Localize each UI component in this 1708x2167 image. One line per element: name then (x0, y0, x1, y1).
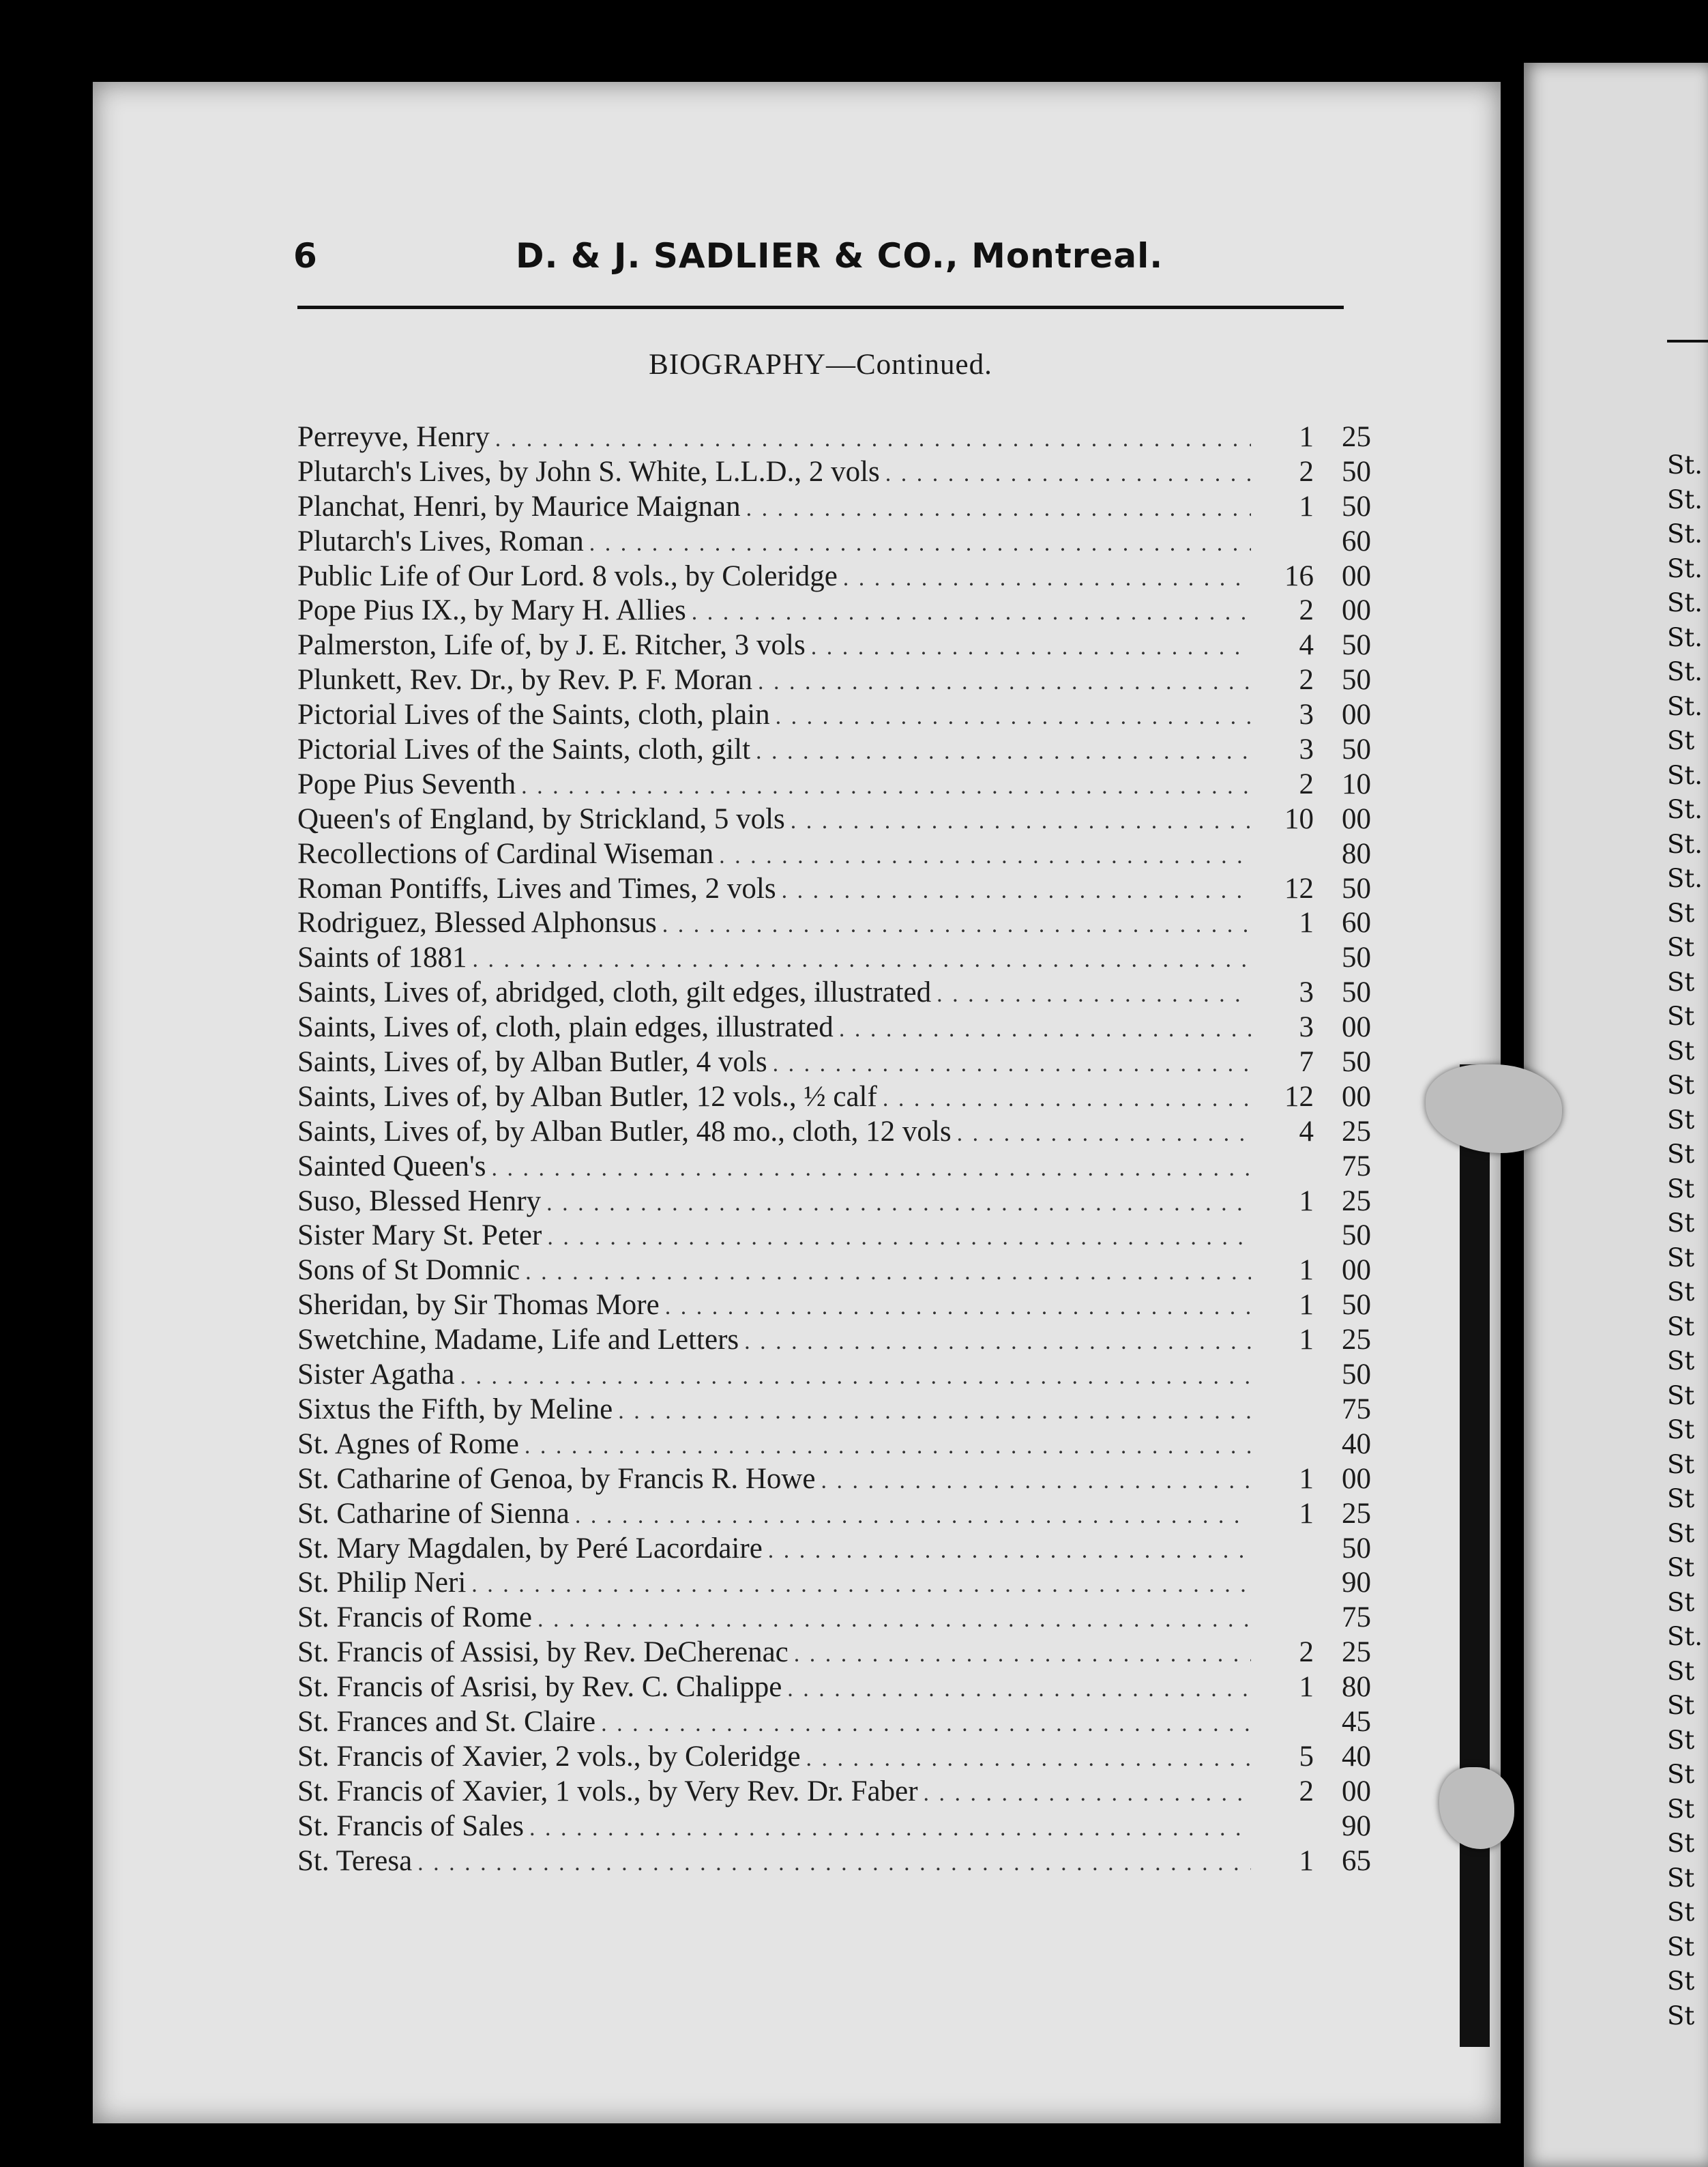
list-item (297, 1705, 1375, 1740)
list-item (297, 1219, 1375, 1253)
adjacent-page-fragment: St (1667, 1897, 1695, 1927)
price-dollars: 1 (1299, 1254, 1314, 1287)
adjacent-page-fragment: St (1667, 2001, 1695, 2031)
price-dollars: 10 (1284, 802, 1314, 835)
leader-dots (883, 1086, 1251, 1112)
price-cents: 00 (1342, 699, 1371, 731)
list-item (297, 490, 1375, 525)
adjacent-page-fragment: St. (1667, 795, 1703, 824)
price-cents: 50 (1342, 1219, 1371, 1252)
entry-title: Perreyve, Henry (297, 421, 490, 453)
entry-title: Queen's of England, by Strickland, 5 vols (297, 802, 785, 835)
price-cents: 50 (1342, 733, 1371, 766)
entry-title: St. Philip Neri (297, 1567, 467, 1599)
price-cents: 60 (1342, 525, 1371, 557)
list-item (297, 1150, 1375, 1184)
price-dollars: 2 (1299, 1636, 1314, 1669)
entry-title: Pope Pius IX., by Mary H. Allies (297, 594, 686, 627)
leader-dots (589, 531, 1251, 557)
entry-title: Plutarch's Lives, Roman (297, 525, 584, 557)
list-item (297, 1253, 1375, 1288)
adjacent-page-fragment: St (1667, 1966, 1695, 1996)
adjacent-page-fragment: St (1667, 1691, 1695, 1720)
entry-title: Pictorial Lives of the Saints, cloth, gilt (297, 733, 751, 766)
binding-spine (1460, 1064, 1490, 2047)
adjacent-page-fragment: St. (1667, 553, 1703, 583)
entry-title: Pope Pius Seventh (297, 768, 516, 800)
list-item (297, 1462, 1375, 1497)
page-header (293, 236, 1344, 280)
price-list (297, 420, 1375, 1878)
list-item (297, 1010, 1375, 1045)
list-item (297, 559, 1375, 594)
adjacent-page-fragment: St. (1667, 588, 1703, 617)
leader-dots (525, 1260, 1251, 1285)
list-item (297, 1740, 1375, 1775)
entry-title: Sainted Queen's (297, 1150, 486, 1182)
leader-dots (662, 912, 1251, 938)
list-item (297, 1775, 1375, 1809)
price-dollars: 1 (1299, 1324, 1314, 1356)
header-rule (297, 306, 1344, 309)
price-dollars: 2 (1299, 594, 1314, 627)
entry-title: St. Teresa (297, 1844, 413, 1877)
adjacent-page-fragment: St (1667, 1105, 1695, 1135)
adjacent-page-fragment: St (1667, 1829, 1695, 1858)
list-item (297, 1358, 1375, 1393)
entry-title: Plunkett, Rev. Dr., by Rev. P. F. Moran (297, 664, 753, 697)
price-cents: 40 (1342, 1427, 1371, 1460)
leader-dots (885, 461, 1251, 487)
list-item (297, 802, 1375, 837)
list-item (297, 976, 1375, 1010)
price-cents: 45 (1342, 1705, 1371, 1738)
entry-title: St. Francis of Asrisi, by Rev. C. Chalippe (297, 1671, 782, 1704)
leader-dots (538, 1607, 1251, 1633)
leader-dots (782, 878, 1251, 904)
entry-title: Pictorial Lives of the Saints, cloth, plain (297, 699, 770, 731)
price-dollars: 1 (1299, 907, 1314, 940)
price-cents: 50 (1342, 664, 1371, 697)
price-cents: 25 (1342, 1115, 1371, 1148)
price-cents: 50 (1342, 629, 1371, 662)
price-cents: 75 (1342, 1601, 1371, 1634)
price-dollars: 1 (1299, 1289, 1314, 1322)
leader-dots (521, 774, 1251, 800)
price-dollars: 12 (1284, 1080, 1314, 1113)
adjacent-page-fragment: St (1667, 1932, 1695, 1962)
leader-dots (618, 1399, 1251, 1425)
price-cents: 25 (1342, 1497, 1371, 1530)
entry-title: Sister Mary St. Peter (297, 1219, 542, 1252)
entry-title: St. Catharine of Sienna (297, 1497, 570, 1530)
list-item (297, 420, 1375, 455)
list-item (297, 1184, 1375, 1219)
price-cents: 25 (1342, 1184, 1371, 1217)
adjacent-page-rule (1667, 340, 1708, 343)
leader-dots (756, 739, 1251, 765)
price-cents: 75 (1342, 1150, 1371, 1182)
price-dollars: 1 (1299, 1844, 1314, 1877)
adjacent-page-fragment: St. (1667, 760, 1703, 790)
list-item (297, 1393, 1375, 1427)
price-dollars: 5 (1299, 1740, 1314, 1773)
adjacent-page-fragment: St. (1667, 484, 1703, 514)
leader-dots (575, 1503, 1251, 1529)
entry-title: Sixtus the Fifth, by Meline (297, 1393, 613, 1425)
list-item (297, 768, 1375, 802)
entry-title: Sheridan, by Sir Thomas More (297, 1289, 660, 1322)
leader-dots (547, 1225, 1251, 1251)
price-cents: 25 (1342, 421, 1371, 453)
price-cents: 00 (1342, 1080, 1371, 1113)
price-cents: 90 (1342, 1567, 1371, 1599)
entry-title: St. Francis of Sales (297, 1809, 525, 1842)
leader-dots (471, 1572, 1251, 1598)
price-cents: 10 (1342, 768, 1371, 800)
list-item (297, 1809, 1375, 1844)
price-dollars: 1 (1299, 1671, 1314, 1704)
entry-title: Sons of St Domnic (297, 1254, 520, 1287)
adjacent-page-fragment: St (1667, 1449, 1695, 1479)
price-cents: 50 (1342, 490, 1371, 523)
entry-title: Palmerston, Life of, by J. E. Ritcher, 3 vols (297, 629, 806, 662)
price-cents: 00 (1342, 1775, 1371, 1807)
price-dollars: 2 (1299, 1775, 1314, 1807)
price-cents: 00 (1342, 1462, 1371, 1495)
adjacent-page-fragment: St (1667, 1311, 1695, 1341)
page-number: 6 (293, 236, 317, 276)
leader-dots (787, 1676, 1251, 1702)
price-cents: 50 (1342, 1358, 1371, 1391)
price-dollars: 3 (1299, 976, 1314, 1009)
leader-dots (773, 1051, 1251, 1077)
adjacent-page-fragment: St (1667, 1346, 1695, 1376)
adjacent-page-fragment: St (1667, 933, 1695, 962)
entry-title: Suso, Blessed Henry (297, 1184, 542, 1217)
price-dollars: 3 (1299, 699, 1314, 731)
price-dollars: 2 (1299, 768, 1314, 800)
adjacent-page-fragment: St. (1667, 829, 1703, 859)
price-cents: 00 (1342, 1254, 1371, 1287)
price-cents: 90 (1342, 1809, 1371, 1842)
entry-title: Public Life of Our Lord. 8 vols., by Coleridge (297, 559, 838, 592)
list-item (297, 1670, 1375, 1705)
list-item (297, 733, 1375, 768)
adjacent-page-fragment: St (1667, 1242, 1695, 1272)
price-dollars: 4 (1299, 1115, 1314, 1148)
entry-title: St. Francis of Xavier, 1 vols., by Very Rev. Dr. Faber (297, 1775, 918, 1807)
list-item (297, 1497, 1375, 1532)
price-dollars: 1 (1299, 421, 1314, 453)
leader-dots (758, 669, 1251, 695)
entry-title: Saints of 1881 (297, 942, 467, 974)
adjacent-page-fragment: St (1667, 1071, 1695, 1100)
list-item (297, 1288, 1375, 1323)
adjacent-page-fragment: St (1667, 1208, 1695, 1238)
entry-title: Saints, Lives of, cloth, plain edges, illustrated (297, 1011, 834, 1044)
list-item (297, 525, 1375, 559)
publisher-name: D. & J. SADLIER & CO., Montreal. (516, 236, 1164, 276)
price-dollars: 2 (1299, 455, 1314, 488)
price-cents: 60 (1342, 907, 1371, 940)
leader-dots (937, 982, 1251, 1008)
adjacent-page-fragment: St (1667, 1174, 1695, 1204)
list-item (297, 1427, 1375, 1462)
price-dollars: 16 (1284, 559, 1314, 592)
entry-title: St. Francis of Rome (297, 1601, 532, 1634)
price-cents: 50 (1342, 455, 1371, 488)
leader-dots (821, 1468, 1251, 1494)
price-dollars: 1 (1299, 1184, 1314, 1217)
entry-title: Sister Agatha (297, 1358, 455, 1391)
list-item (297, 1115, 1375, 1150)
leader-dots (719, 843, 1251, 869)
price-cents: 50 (1342, 1046, 1371, 1079)
leader-dots (776, 704, 1251, 730)
leader-dots (495, 426, 1251, 452)
price-dollars: 1 (1299, 490, 1314, 523)
adjacent-page-fragment: St. (1667, 864, 1703, 893)
entry-title: St. Francis of Xavier, 2 vols., by Coleridge (297, 1740, 801, 1773)
adjacent-page-fragment: St (1667, 1587, 1695, 1617)
price-cents: 00 (1342, 559, 1371, 592)
price-cents: 80 (1342, 837, 1371, 870)
list-item (297, 698, 1375, 733)
list-item (297, 906, 1375, 941)
adjacent-page-fragment: St (1667, 967, 1695, 997)
leader-dots (417, 1850, 1251, 1876)
list-item (297, 455, 1375, 490)
section-title: BIOGRAPHY—Continued. (649, 349, 992, 381)
adjacent-page-fragment: St. (1667, 1622, 1703, 1651)
price-dollars: 12 (1284, 872, 1314, 905)
price-dollars: 3 (1299, 733, 1314, 766)
entry-title: St. Catharine of Genoa, by Francis R. Howe (297, 1462, 816, 1495)
entry-title: Plutarch's Lives, by John S. White, L.L.D., 2 vols (297, 455, 880, 488)
price-cents: 65 (1342, 1844, 1371, 1877)
list-item (297, 1323, 1375, 1358)
list-item (297, 1601, 1375, 1635)
entry-title: St. Agnes of Rome (297, 1427, 519, 1460)
entry-title: Saints, Lives of, by Alban Butler, 4 vols (297, 1046, 767, 1079)
price-dollars: 2 (1299, 664, 1314, 697)
leader-dots (744, 1329, 1251, 1355)
price-cents: 25 (1342, 1324, 1371, 1356)
leader-dots (957, 1121, 1251, 1147)
price-cents: 00 (1342, 594, 1371, 627)
price-cents: 00 (1342, 1011, 1371, 1044)
adjacent-page-fragment: St (1667, 1656, 1695, 1686)
adjacent-page-fragment: St (1667, 726, 1695, 755)
list-item (297, 941, 1375, 976)
price-cents: 80 (1342, 1671, 1371, 1704)
adjacent-page-fragment: St (1667, 1760, 1695, 1789)
list-item (297, 837, 1375, 872)
leader-dots (768, 1538, 1251, 1564)
entry-title: Saints, Lives of, abridged, cloth, gilt edges, illustrated (297, 976, 932, 1009)
entry-title: Roman Pontiffs, Lives and Times, 2 vols (297, 872, 776, 905)
leader-dots (692, 600, 1251, 626)
price-cents: 25 (1342, 1636, 1371, 1669)
price-cents: 40 (1342, 1740, 1371, 1773)
price-dollars: 7 (1299, 1046, 1314, 1079)
adjacent-page-fragment: St. (1667, 691, 1703, 721)
adjacent-page-fragment: St (1667, 1794, 1695, 1824)
list-item (297, 1566, 1375, 1601)
adjacent-page-fragment: St (1667, 1415, 1695, 1444)
price-cents: 50 (1342, 942, 1371, 974)
list-item (297, 628, 1375, 663)
entry-title: Planchat, Henri, by Maurice Maignan (297, 490, 741, 523)
adjacent-page-fragment: St. (1667, 622, 1703, 652)
entry-title: St. Frances and St. Claire (297, 1705, 596, 1738)
list-item (297, 663, 1375, 698)
list-item (297, 1045, 1375, 1080)
adjacent-page-fragment: St (1667, 1553, 1695, 1582)
adjacent-page-fragment: St (1667, 1518, 1695, 1548)
leader-dots (546, 1191, 1251, 1217)
adjacent-page-fragment: St (1667, 1484, 1695, 1513)
leader-dots (491, 1156, 1251, 1182)
adjacent-page-fragment: St (1667, 1139, 1695, 1169)
entry-title: Rodriguez, Blessed Alphonsus (297, 907, 657, 940)
list-item (297, 1635, 1375, 1670)
leader-dots (472, 947, 1251, 973)
entry-title: Recollections of Cardinal Wiseman (297, 837, 714, 870)
adjacent-page-fragment: St. (1667, 450, 1703, 480)
leader-dots (843, 566, 1251, 592)
leader-dots (811, 635, 1251, 660)
price-cents: 75 (1342, 1393, 1371, 1425)
leader-dots (791, 809, 1251, 834)
entry-title: Saints, Lives of, by Alban Butler, 48 mo., cloth, 12 vols (297, 1115, 952, 1148)
price-cents: 50 (1342, 976, 1371, 1009)
price-dollars: 1 (1299, 1462, 1314, 1495)
adjacent-page-fragment: St (1667, 1863, 1695, 1893)
price-dollars: 1 (1299, 1497, 1314, 1530)
adjacent-page-fragment: St (1667, 1002, 1695, 1031)
leader-dots (460, 1364, 1252, 1390)
adjacent-page-fragment: St. (1667, 519, 1703, 549)
price-cents: 00 (1342, 802, 1371, 835)
leader-dots (924, 1781, 1251, 1807)
price-cents: 50 (1342, 872, 1371, 905)
entry-title: Saints, Lives of, by Alban Butler, 12 vols., ½ calf (297, 1080, 877, 1113)
adjacent-page-fragment: St (1667, 1380, 1695, 1410)
leader-dots (665, 1294, 1251, 1320)
adjacent-page-fragment: St (1667, 1277, 1695, 1307)
leader-dots (806, 1746, 1251, 1772)
leader-dots (794, 1642, 1251, 1668)
leader-dots (746, 496, 1251, 522)
adjacent-page-fragment: St. (1667, 657, 1703, 686)
adjacent-page-fragment: St (1667, 1725, 1695, 1755)
price-dollars: 3 (1299, 1011, 1314, 1044)
list-item (297, 594, 1375, 628)
leader-dots (529, 1816, 1251, 1842)
price-cents: 50 (1342, 1532, 1371, 1565)
entry-title: St. Mary Magdalen, by Peré Lacordaire (297, 1532, 763, 1565)
list-item (297, 872, 1375, 907)
leader-dots (525, 1434, 1251, 1459)
list-item (297, 1080, 1375, 1115)
leader-dots (601, 1711, 1251, 1737)
entry-title: St. Francis of Assisi, by Rev. DeCherenac (297, 1636, 789, 1669)
list-item (297, 1532, 1375, 1567)
leader-dots (839, 1017, 1251, 1043)
entry-title: Swetchine, Madame, Life and Letters (297, 1324, 739, 1356)
price-dollars: 4 (1299, 629, 1314, 662)
list-item (297, 1844, 1375, 1879)
adjacent-page-fragment: St (1667, 1036, 1695, 1066)
adjacent-page-fragment: St (1667, 898, 1695, 928)
price-cents: 50 (1342, 1289, 1371, 1322)
